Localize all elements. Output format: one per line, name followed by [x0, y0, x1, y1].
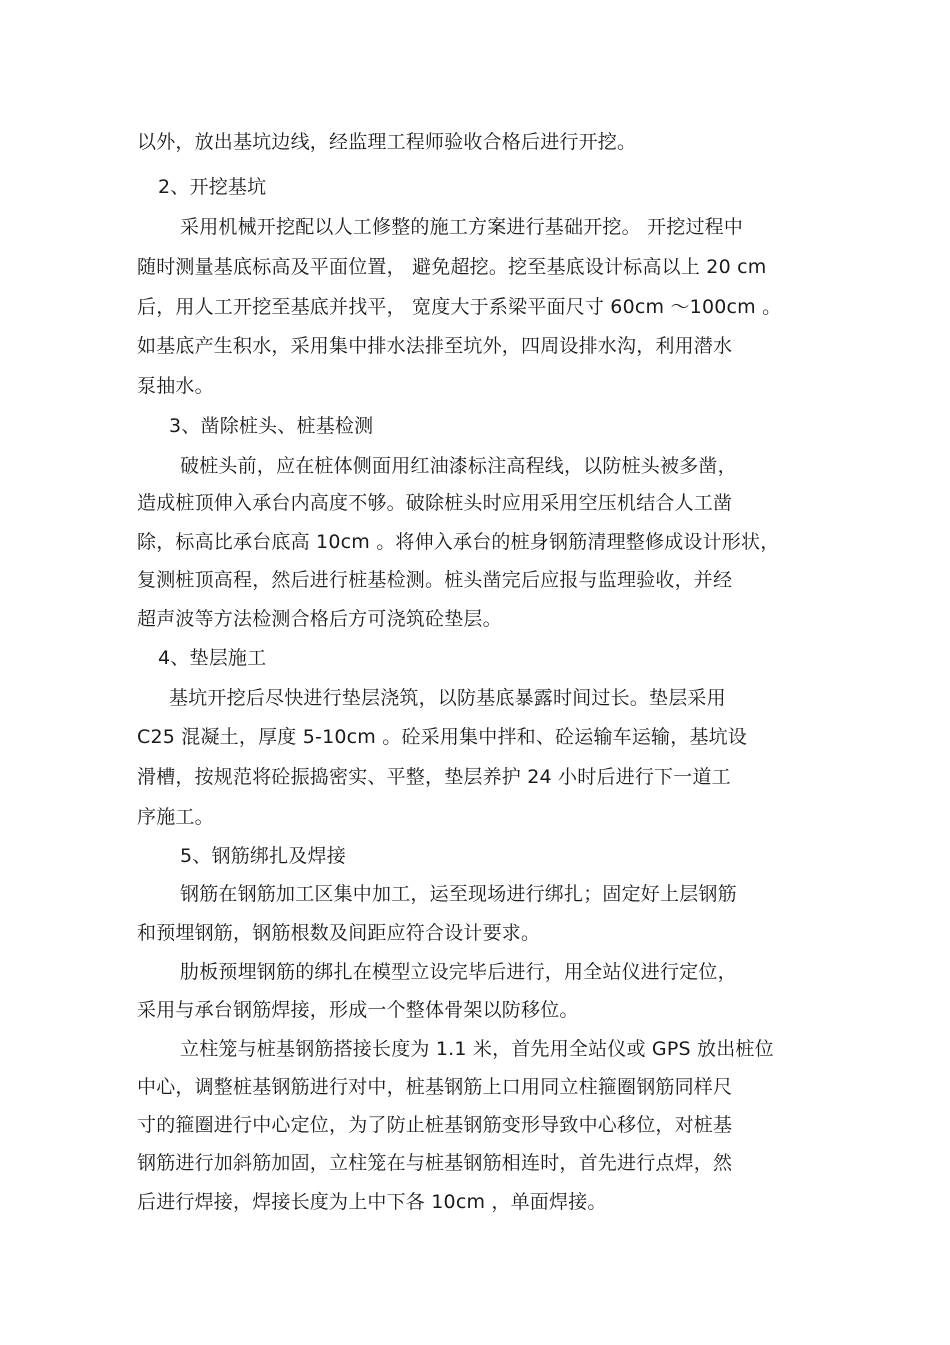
text-line: 基坑开挖后尽快进行垫层浇筑，以防基底暴露时间过长。垫层采用 [169, 687, 726, 709]
text-line: 寸的箍圈进行中心定位，为了防止桩基钢筋变形导致中心移位，对桩基 [137, 1114, 733, 1136]
text-line: 复测桩顶高程，然后进行桩基检测。桩头凿完后应报与监理验收，并经 [137, 569, 733, 591]
text-line: 序施工。 [137, 806, 214, 828]
text-line: 和预埋钢筋，钢筋根数及间距应符合设计要求。 [137, 922, 541, 944]
text-line: 后，用人工开挖至基底并找平， 宽度大于系梁平面尺寸 60cm ～100cm 。 [137, 296, 782, 318]
text-line: 随时测量基底标高及平面位置， 避免超挖。挖至基底设计标高以上 20 cm [137, 256, 767, 278]
section-heading: 3、凿除桩头、桩基检测 [169, 415, 374, 437]
text-line: 后进行焊接，焊接长度为上中下各 10cm ，单面焊接。 [137, 1191, 607, 1213]
text-line: 以外，放出基坑边线，经监理工程师验收合格后进行开挖。 [137, 131, 637, 153]
text-line: 中心，调整桩基钢筋进行对中，桩基钢筋上口用同立柱箍圈钢筋同样尺 [137, 1076, 733, 1098]
text-line: 除，标高比承台底高 10cm 。将伸入承台的桩身钢筋清理整修成设计形状， [137, 531, 780, 553]
text-line: 采用机械开挖配以人工修整的施工方案进行基础开挖。 开挖过程中 [180, 216, 744, 238]
text-line: 造成桩顶伸入承台内高度不够。破除桩头时应用采用空压机结合人工凿 [137, 492, 733, 514]
text-line: 肋板预埋钢筋的绑扎在模型立设完毕后进行，用全站仪进行定位， [180, 961, 737, 983]
text-line: 超声波等方法检测合格后方可浇筑砼垫层。 [137, 608, 502, 630]
text-line: 滑槽，按规范将砼振捣密实、平整，垫层养护 24 小时后进行下一道工 [137, 766, 731, 788]
text-line: 钢筋在钢筋加工区集中加工，运至现场进行绑扎；固定好上层钢筋 [180, 883, 737, 905]
section-heading: 2、开挖基坑 [158, 176, 267, 198]
section-heading: 4、垫层施工 [158, 647, 267, 669]
text-line: C25 混凝土，厚度 5-10cm 。砼采用集中拌和、砼运输车运输，基坑设 [137, 726, 748, 748]
text-line: 采用与承台钢筋焊接，形成一个整体骨架以防移位。 [137, 999, 579, 1021]
text-line: 破桩头前，应在桩体侧面用红油漆标注高程线，以防桩头被多凿， [180, 455, 737, 477]
text-line: 如基底产生积水，采用集中排水法排至坑外，四周设排水沟，利用潜水 [137, 335, 733, 357]
text-line: 立柱笼与桩基钢筋搭接长度为 1.1 米，首先用全站仪或 GPS 放出桩位 [180, 1038, 774, 1060]
text-line: 钢筋进行加斜筋加固，立柱笼在与桩基钢筋相连时，首先进行点焊，然 [137, 1152, 733, 1174]
text-line: 泵抽水。 [137, 375, 214, 397]
section-heading: 5、钢筋绑扎及焊接 [180, 845, 346, 867]
